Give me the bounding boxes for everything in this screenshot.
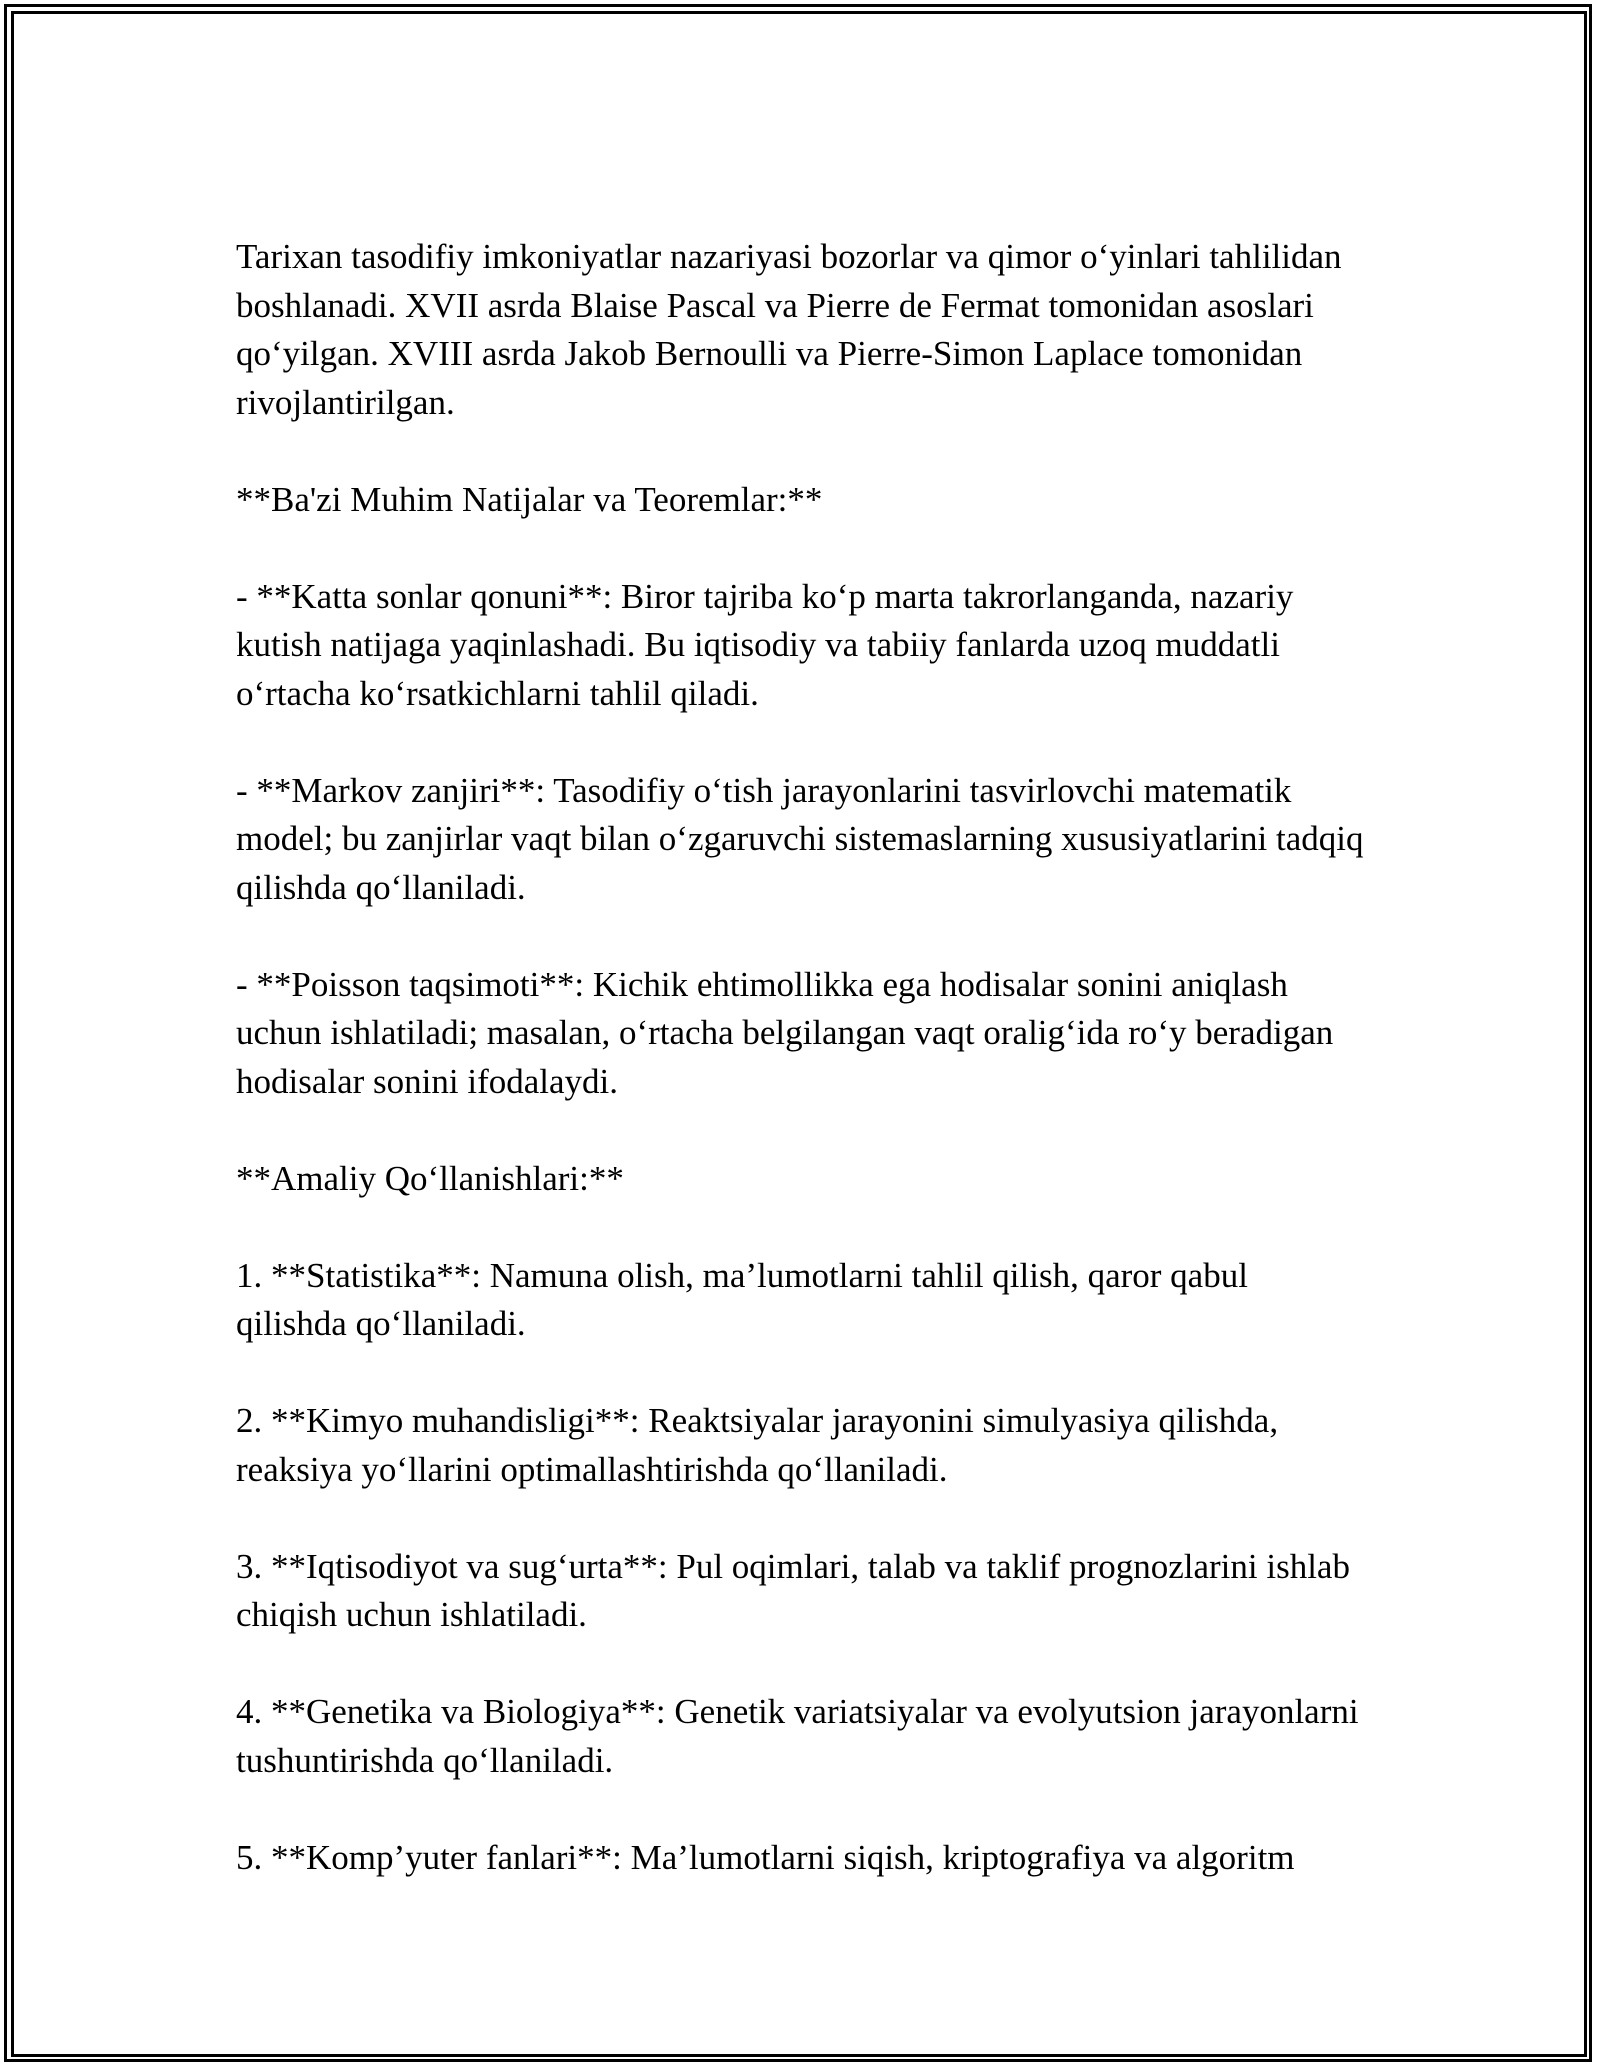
section-heading-results: **Ba'zi Muhim Natijalar va Teoremlar:** — [236, 479, 823, 519]
list-item-markov-chain: - **Markov zanjiri**: Tasodifiy o‘tish jarayonlarini tasvirlovchi matematik model; bu zanjirlar vaqt bilan o‘zgaruvchi sistemaslarning xususiyatlarini tadqiq qilishda qo‘llaniladi. — [236, 770, 1364, 907]
list-item-poisson-distribution: - **Poisson taqsimoti**: Kichik ehtimollikka ega hodisalar sonini aniqlash uchun ishlatiladi; masalan, o‘rtacha belgilangan vaqt oralig‘ida ro‘y beradigan hodisalar sonini ifodalaydi. — [236, 964, 1334, 1101]
list-item-law-of-large-numbers: - **Katta sonlar qonuni**: Biror tajriba ko‘p marta takrorlanganda, nazariy kutish natijaga yaqinlashadi. Bu iqtisodiy va tabiiy fanlarda uzoq muddatli o‘rtacha ko‘rsatkichlarni tahlil qiladi. — [236, 576, 1294, 713]
list-item-genetics-biology: 4. **Genetika va Biologiya**: Genetik variatsiyalar va evolyutsion jarayonlarni tushuntirishda qo‘llaniladi. — [236, 1692, 1359, 1780]
intro-paragraph: Tarixan tasodifiy imkoniyatlar nazariyasi bozorlar va qimor o‘yinlari tahlilidan boshlanadi. XVII asrda Blaise Pascal va Pierre de Fermat tomonidan asoslari qo‘yilgan. XVIII asrda Jakob Bernoulli va Pierre-Simon Laplace tomonidan rivojlantirilgan. — [236, 237, 1342, 422]
document-body — [236, 233, 1366, 1931]
list-item-chemical-engineering: 2. **Kimyo muhandisligi**: Reaktsiyalar jarayonini simulyasiya qilishda, reaksiya yo‘llarini optimallashtirishda qo‘llaniladi. — [236, 1401, 1279, 1489]
list-item-statistics: 1. **Statistika**: Namuna olish, ma’lumotlarni tahlil qilish, qaror qabul qilishda qo‘llaniladi. — [236, 1255, 1248, 1343]
list-item-computer-science: 5. **Komp’yuter fanlari**: Ma’lumotlarni siqish, kriptografiya va algoritm — [236, 1837, 1295, 1877]
list-item-economics-insurance: 3. **Iqtisodiyot va sug‘urta**: Pul oqimlari, talab va taklif prognozlarini ishlab chiqish uchun ishlatiladi. — [236, 1546, 1350, 1634]
section-heading-applications: **Amaliy Qo‘llanishlari:** — [236, 1158, 624, 1198]
